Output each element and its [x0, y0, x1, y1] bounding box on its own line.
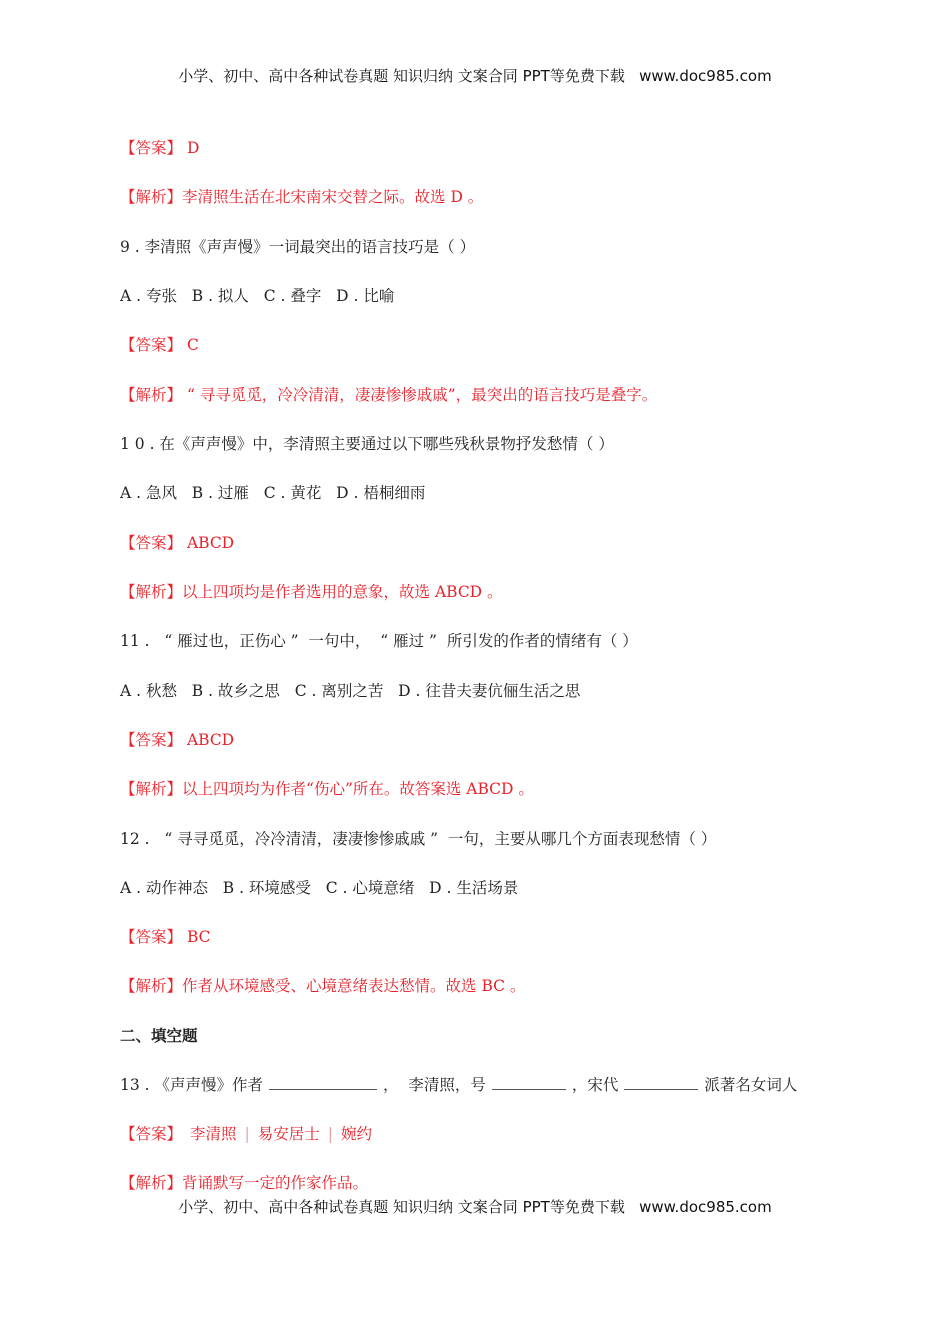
- blank-1: [269, 1075, 377, 1090]
- question-line: [120, 828, 716, 850]
- answer-line: [120, 926, 210, 948]
- question-line: [120, 236, 475, 258]
- blank-2: [492, 1075, 566, 1090]
- answer-line: [120, 137, 199, 159]
- line-text: 以上四项均为作者“伤心”所在。故答案选 ABCD 。: [182, 780, 534, 798]
- line-text: A . 动作神态 B . 环境感受 C . 心境意绪 D . 生活场景: [120, 879, 519, 897]
- answer-line: [120, 334, 199, 356]
- line-text: “ 寻寻觅觅，冷冷清清，凄凄惨惨戚戚”，最突出的语言技巧是叠字。: [182, 386, 658, 404]
- question-line: [120, 433, 614, 455]
- q13-part-3: ，宋代: [571, 1076, 619, 1094]
- answer-line: [120, 729, 234, 751]
- line-text: ABCD: [182, 534, 235, 552]
- analysis-line: [120, 975, 525, 997]
- analysis-line: [120, 384, 657, 406]
- question-line: [120, 630, 638, 652]
- blank-3: [624, 1075, 698, 1090]
- q13-part-4: 派著名女词人: [704, 1076, 798, 1094]
- answer-2: 易安居士: [257, 1125, 320, 1143]
- line-text: 11 . “ 雁过也，正伤心 ” 一句中， “ 雁过 ” 所引发的作者的情绪有（ ）: [120, 632, 638, 650]
- answer-line: [120, 532, 234, 554]
- q13-answer: [120, 1123, 372, 1145]
- line-text: A . 秋愁 B . 故乡之思 C . 离别之苦 D . 往昔夫妻伉俪生活之思: [120, 682, 581, 700]
- answer-label: 【答案】: [120, 534, 183, 552]
- line-text: 12 . “ 寻寻觅觅，冷冷清清，凄凄惨惨戚戚 ” 一句，主要从哪几个方面表现愁情（ ）: [120, 830, 717, 848]
- line-text: C: [182, 336, 199, 354]
- analysis-line: [120, 186, 483, 208]
- q13-part-2: ， 李清照，号: [383, 1076, 486, 1094]
- question-13: [120, 1074, 797, 1096]
- line-text: A . 夸张 B . 拟人 C . 叠字 D . 比喻: [120, 287, 395, 305]
- analysis-line: [120, 581, 503, 603]
- page-footer: 小学、初中、高中各种试卷真题 知识归纳 文案合同 PPT等免费下载 www.doc985.com: [178, 1198, 772, 1216]
- analysis-line: [120, 778, 534, 800]
- analysis-label: 【解析】: [120, 977, 183, 995]
- page-header: 小学、初中、高中各种试卷真题 知识归纳 文案合同 PPT等免费下载 www.doc985.com: [178, 67, 772, 85]
- line-text: 二、填空题: [120, 1027, 198, 1045]
- analysis-label: 【解析】: [120, 1174, 183, 1192]
- line-text: 以上四项均是作者选用的意象，故选 ABCD 。: [182, 583, 503, 601]
- line-text: 9 . 李清照《声声慢》一词最突出的语言技巧是（ ）: [120, 238, 476, 256]
- answer-label: 【答案】: [120, 1125, 183, 1143]
- answer-1: 李清照: [190, 1125, 237, 1143]
- q13-analysis: [120, 1172, 368, 1194]
- line-text: 作者从环境感受、心境意绪表达愁情。故选 BC 。: [182, 977, 526, 995]
- question-line: [120, 482, 425, 504]
- line-text: BC: [182, 928, 211, 946]
- section-heading: [120, 1025, 198, 1047]
- line-text: D: [182, 139, 200, 157]
- answer-label: 【答案】: [120, 336, 183, 354]
- answer-label: 【答案】: [120, 731, 183, 749]
- question-line: [120, 680, 580, 702]
- question-line: [120, 877, 518, 899]
- line-text: A . 急风 B . 过雁 C . 黄花 D . 梧桐细雨: [120, 484, 426, 502]
- analysis-label: 【解析】: [120, 188, 183, 206]
- line-text: ABCD: [182, 731, 235, 749]
- answer-label: 【答案】: [120, 139, 183, 157]
- q13-part-1: 13 . 《声声慢》作者: [120, 1076, 264, 1094]
- separator: |: [244, 1125, 250, 1143]
- answer-label: 【答案】: [120, 928, 183, 946]
- analysis-label: 【解析】: [120, 583, 183, 601]
- line-text: 李清照生活在北宋南宋交替之际。故选 D 。: [182, 188, 484, 206]
- line-text: 1 0 . 在《声声慢》中，李清照主要通过以下哪些残秋景物抒发愁情（ ）: [120, 435, 614, 453]
- question-line: [120, 285, 394, 307]
- analysis-text: 背诵默写一定的作家作品。: [182, 1174, 369, 1192]
- answer-3: 婉约: [341, 1125, 373, 1143]
- separator: |: [327, 1125, 334, 1143]
- analysis-label: 【解析】: [120, 386, 183, 404]
- analysis-label: 【解析】: [120, 780, 183, 798]
